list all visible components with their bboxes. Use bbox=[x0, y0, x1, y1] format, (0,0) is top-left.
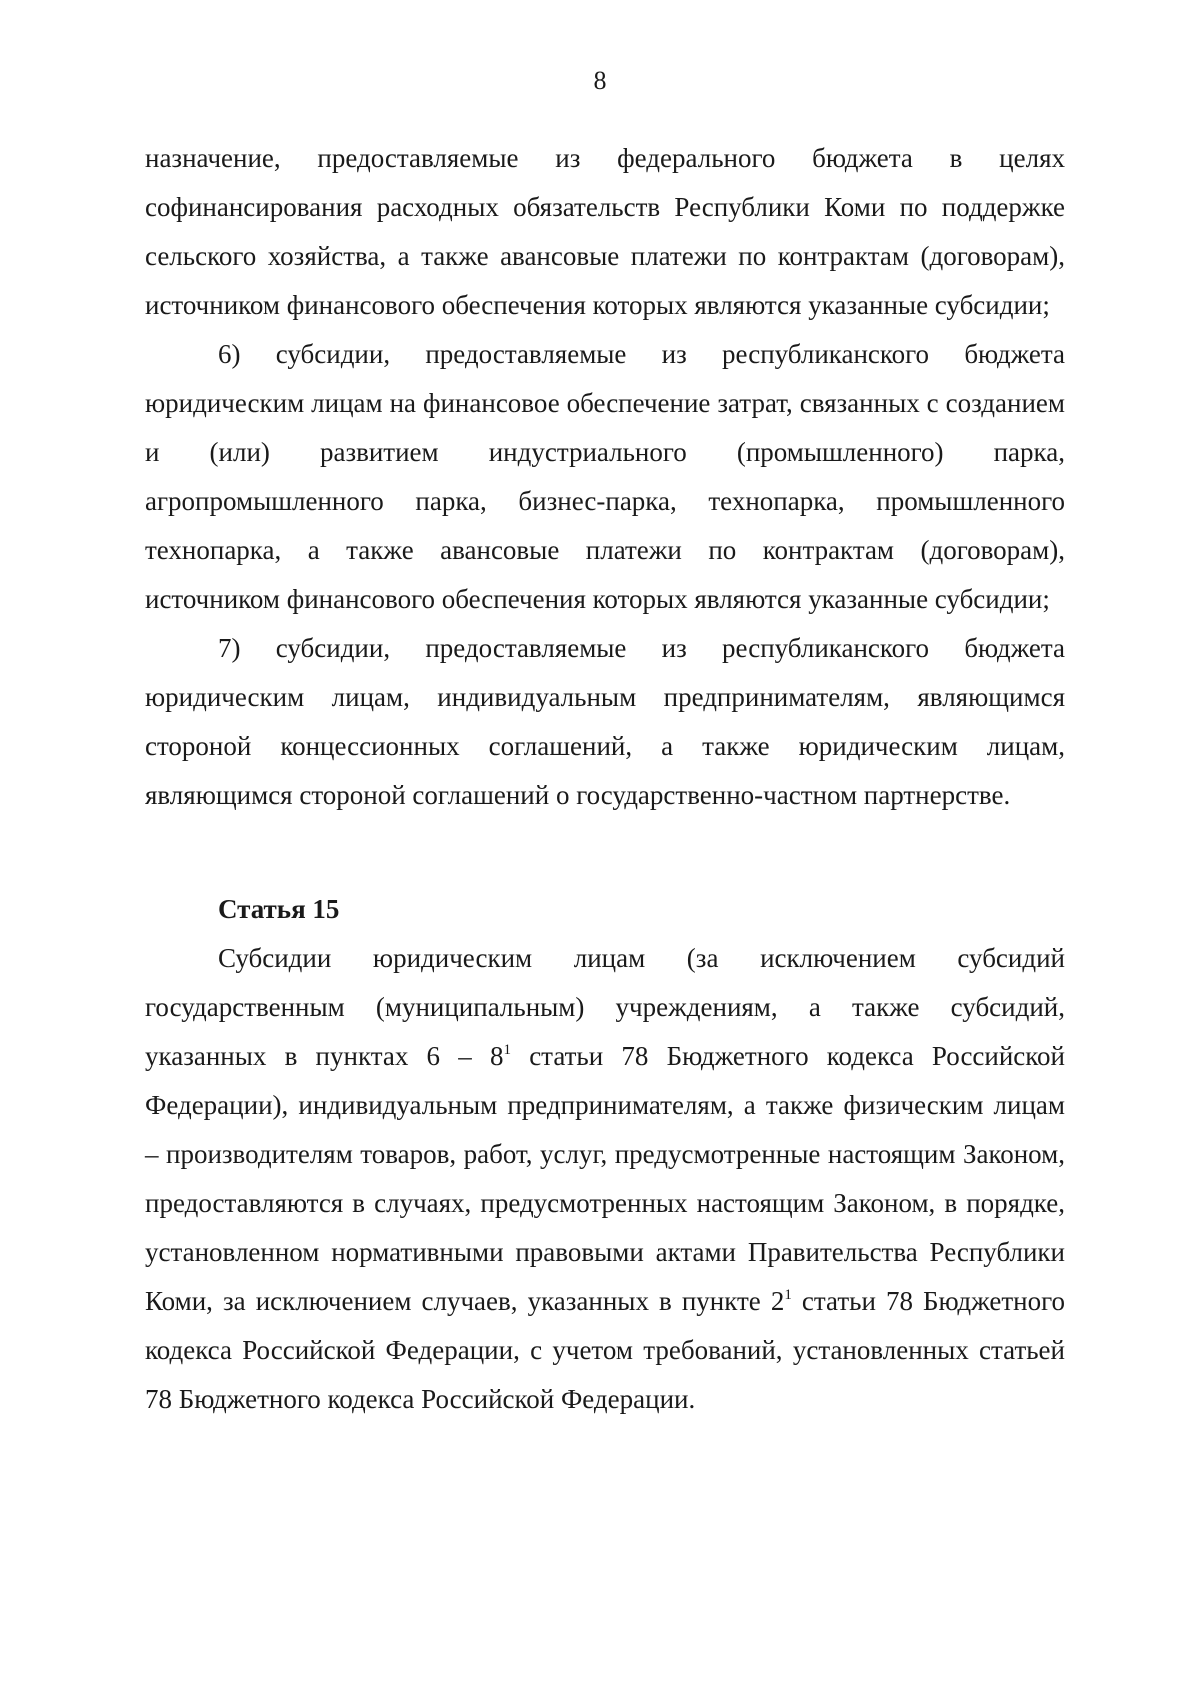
article-text-part-a: Субсидии юридическим лицам (за исключением субсидий государственным (муниципальным) учреждениям, а также субсидий, указанных в пунктах 6 – 8 bbox=[145, 943, 1065, 1071]
document-body bbox=[145, 134, 1065, 1424]
list-item-7: 7) субсидии, предоставляемые из республиканского бюджета юридическим лицам, индивидуальным предпринимателям, являющимся стороной концессионных соглашений, а также юридическим лицам, являющимся стороной соглашений о государственно-частном партнерстве. bbox=[145, 633, 1065, 810]
article-heading: Статья 15 bbox=[218, 894, 340, 924]
article-text-part-c: статьи 78 Бюджетного кодекса Российской Федерации, с учетом требований, установленных статьей 78 Бюджетного кодекса Российской Федерации. bbox=[145, 1286, 1066, 1414]
page-number: 8 bbox=[593, 66, 607, 95]
article-15-text bbox=[145, 934, 1065, 1424]
article-text-part-b: статьи 78 Бюджетного кодекса Российской Федерации), индивидуальным предпринимателям, а также физическим лицам – производителям товаров, работ, услуг, предусмотренные настоящим Законом, предоставляются в случаях, предусмотренных настоящим Законом, в порядке, установленном нормативными правовыми актами Правительства Республики Коми, за исключением случаев, указанных в пункте 2 bbox=[145, 1041, 1065, 1316]
superscript-a: 1 bbox=[503, 1042, 511, 1058]
list-item-6: 6) субсидии, предоставляемые из республиканского бюджета юридическим лицам на финансовое обеспечение затрат, связанных с созданием и (или) развитием индустриального (промышленного) парка, агропромышленного парка, бизнес-парка, технопарка, промышленного технопарка, а также авансовые платежи по контрактам (договорам), источником финансового обеспечения которых являются указанные субсидии; bbox=[145, 339, 1065, 614]
paragraph-continuation: назначение, предоставляемые из федерального бюджета в целях софинансирования расходных обязательств Республики Коми по поддержке сельского хозяйства, а также авансовые платежи по контрактам (договорам), источником финансового обеспечения которых являются указанные субсидии; bbox=[145, 143, 1065, 320]
superscript-b: 1 bbox=[784, 1287, 792, 1303]
